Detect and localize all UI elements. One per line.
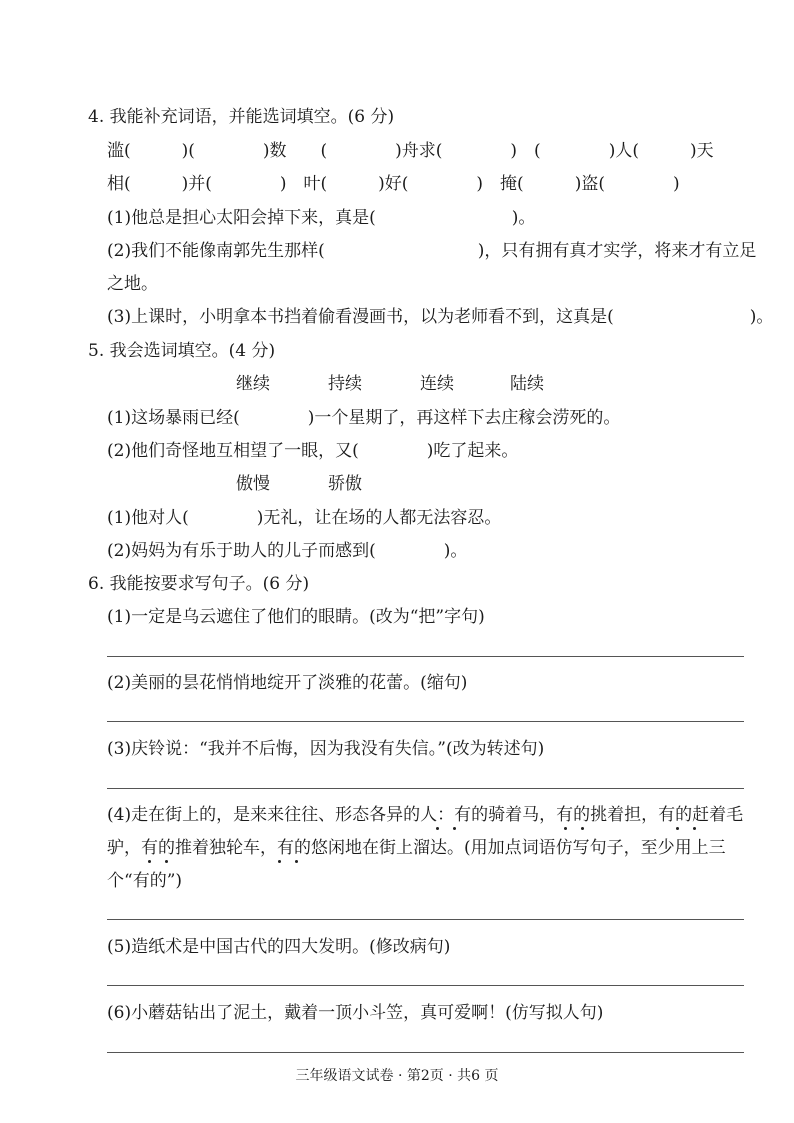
q4-sentence-2b: 之地。 bbox=[107, 274, 158, 294]
answer-line[interactable] bbox=[107, 1052, 744, 1053]
q6-sentence-4b: 驴，有的推着独轮车，有的悠闲地在街上溜达。(用加点词语仿写句子，至少用上三 bbox=[107, 838, 726, 858]
q4-sentence-1: (1)他总是担心太阳会掉下来，真是( )。 bbox=[107, 208, 536, 228]
emphasis-dots bbox=[0, 860, 794, 866]
q6-sentence-1: (1)一定是乌云遮住了他们的眼睛。(改为“把”字句) bbox=[107, 607, 485, 627]
emphasis-dot bbox=[581, 827, 584, 830]
emphasis-dot bbox=[564, 827, 567, 830]
answer-line[interactable] bbox=[107, 788, 744, 789]
q6-sentence-3: (3)庆铃说：“我并不后悔，因为我没有失信。”(改为转述句) bbox=[107, 739, 545, 759]
q5-sentence-4: (2)妈妈为有乐于助人的儿子而感到( )。 bbox=[107, 541, 468, 561]
q5-sentence-3: (1)他对人( )无礼，让在场的人都无法容忍。 bbox=[107, 508, 502, 528]
q6-sentence-5: (5)造纸术是中国古代的四大发明。(修改病句) bbox=[107, 937, 451, 957]
q5-sentence-1: (1)这场暴雨已经( )一个星期了，再这样下去庄稼会涝死的。 bbox=[107, 408, 621, 428]
q6-title: 6. 我能按要求写句子。(6 分) bbox=[88, 574, 310, 594]
q5-word-bank-1 bbox=[236, 373, 544, 395]
word-bank-item: 持续 bbox=[328, 374, 362, 394]
emphasis-dots bbox=[0, 827, 794, 833]
q4-sentence-2a: (2)我们不能像南郭先生那样( )，只有拥有真才实学，将来才有立足 bbox=[107, 241, 757, 261]
q6-sentence-2: (2)美丽的昙花悄悄地绽开了淡雅的花蕾。(缩句) bbox=[107, 673, 468, 693]
word-bank-item: 继续 bbox=[236, 374, 270, 394]
q5-title: 5. 我会选词填空。(4 分) bbox=[88, 341, 276, 361]
emphasis-dot bbox=[436, 827, 439, 830]
q6-sentence-4c: 个“有的”) bbox=[107, 871, 183, 891]
q6-sentence-4a: (4)走在街上的，是来来往往、形态各异的人：有的骑着马，有的挑着担，有的赶着毛 bbox=[107, 805, 744, 825]
q4-idiom-row-1: 滥( )( )数 ( )舟求( ) ( )人( )天 bbox=[107, 141, 714, 161]
emphasis-dot bbox=[676, 827, 679, 830]
emphasis-dot bbox=[278, 860, 281, 863]
emphasis-dot bbox=[295, 860, 298, 863]
emphasis-dot bbox=[453, 827, 456, 830]
word-bank-item: 傲慢 bbox=[236, 474, 270, 494]
q5-word-bank-2 bbox=[236, 473, 362, 495]
word-bank-item: 陆续 bbox=[510, 374, 544, 394]
emphasis-dot bbox=[693, 827, 696, 830]
q4-idiom-row-2: 相( )并( ) 叶( )好( ) 掩( )盗( ) bbox=[107, 174, 680, 194]
emphasis-dot bbox=[148, 860, 151, 863]
q4-sentence-3: (3)上课时，小明拿本书挡着偷看漫画书，以为老师看不到，这真是( )。 bbox=[107, 307, 774, 327]
answer-line[interactable] bbox=[107, 721, 744, 722]
answer-line[interactable] bbox=[107, 656, 744, 657]
word-bank-item: 骄傲 bbox=[328, 474, 362, 494]
q4-title: 4. 我能补充词语，并能选词填空。(6 分) bbox=[88, 107, 395, 127]
q6-sentence-6: (6)小蘑菇钻出了泥土，戴着一顶小斗笠，真可爱啊！(仿写拟人句) bbox=[107, 1003, 604, 1023]
emphasis-dot bbox=[165, 860, 168, 863]
word-bank-item: 连续 bbox=[420, 374, 454, 394]
q5-sentence-2: (2)他们奇怪地互相望了一眼，又( )吃了起来。 bbox=[107, 441, 519, 461]
answer-line[interactable] bbox=[107, 985, 744, 986]
answer-line[interactable] bbox=[107, 919, 744, 920]
page-footer: 三年级语文试卷 · 第2页 · 共6 页 bbox=[295, 1068, 499, 1084]
